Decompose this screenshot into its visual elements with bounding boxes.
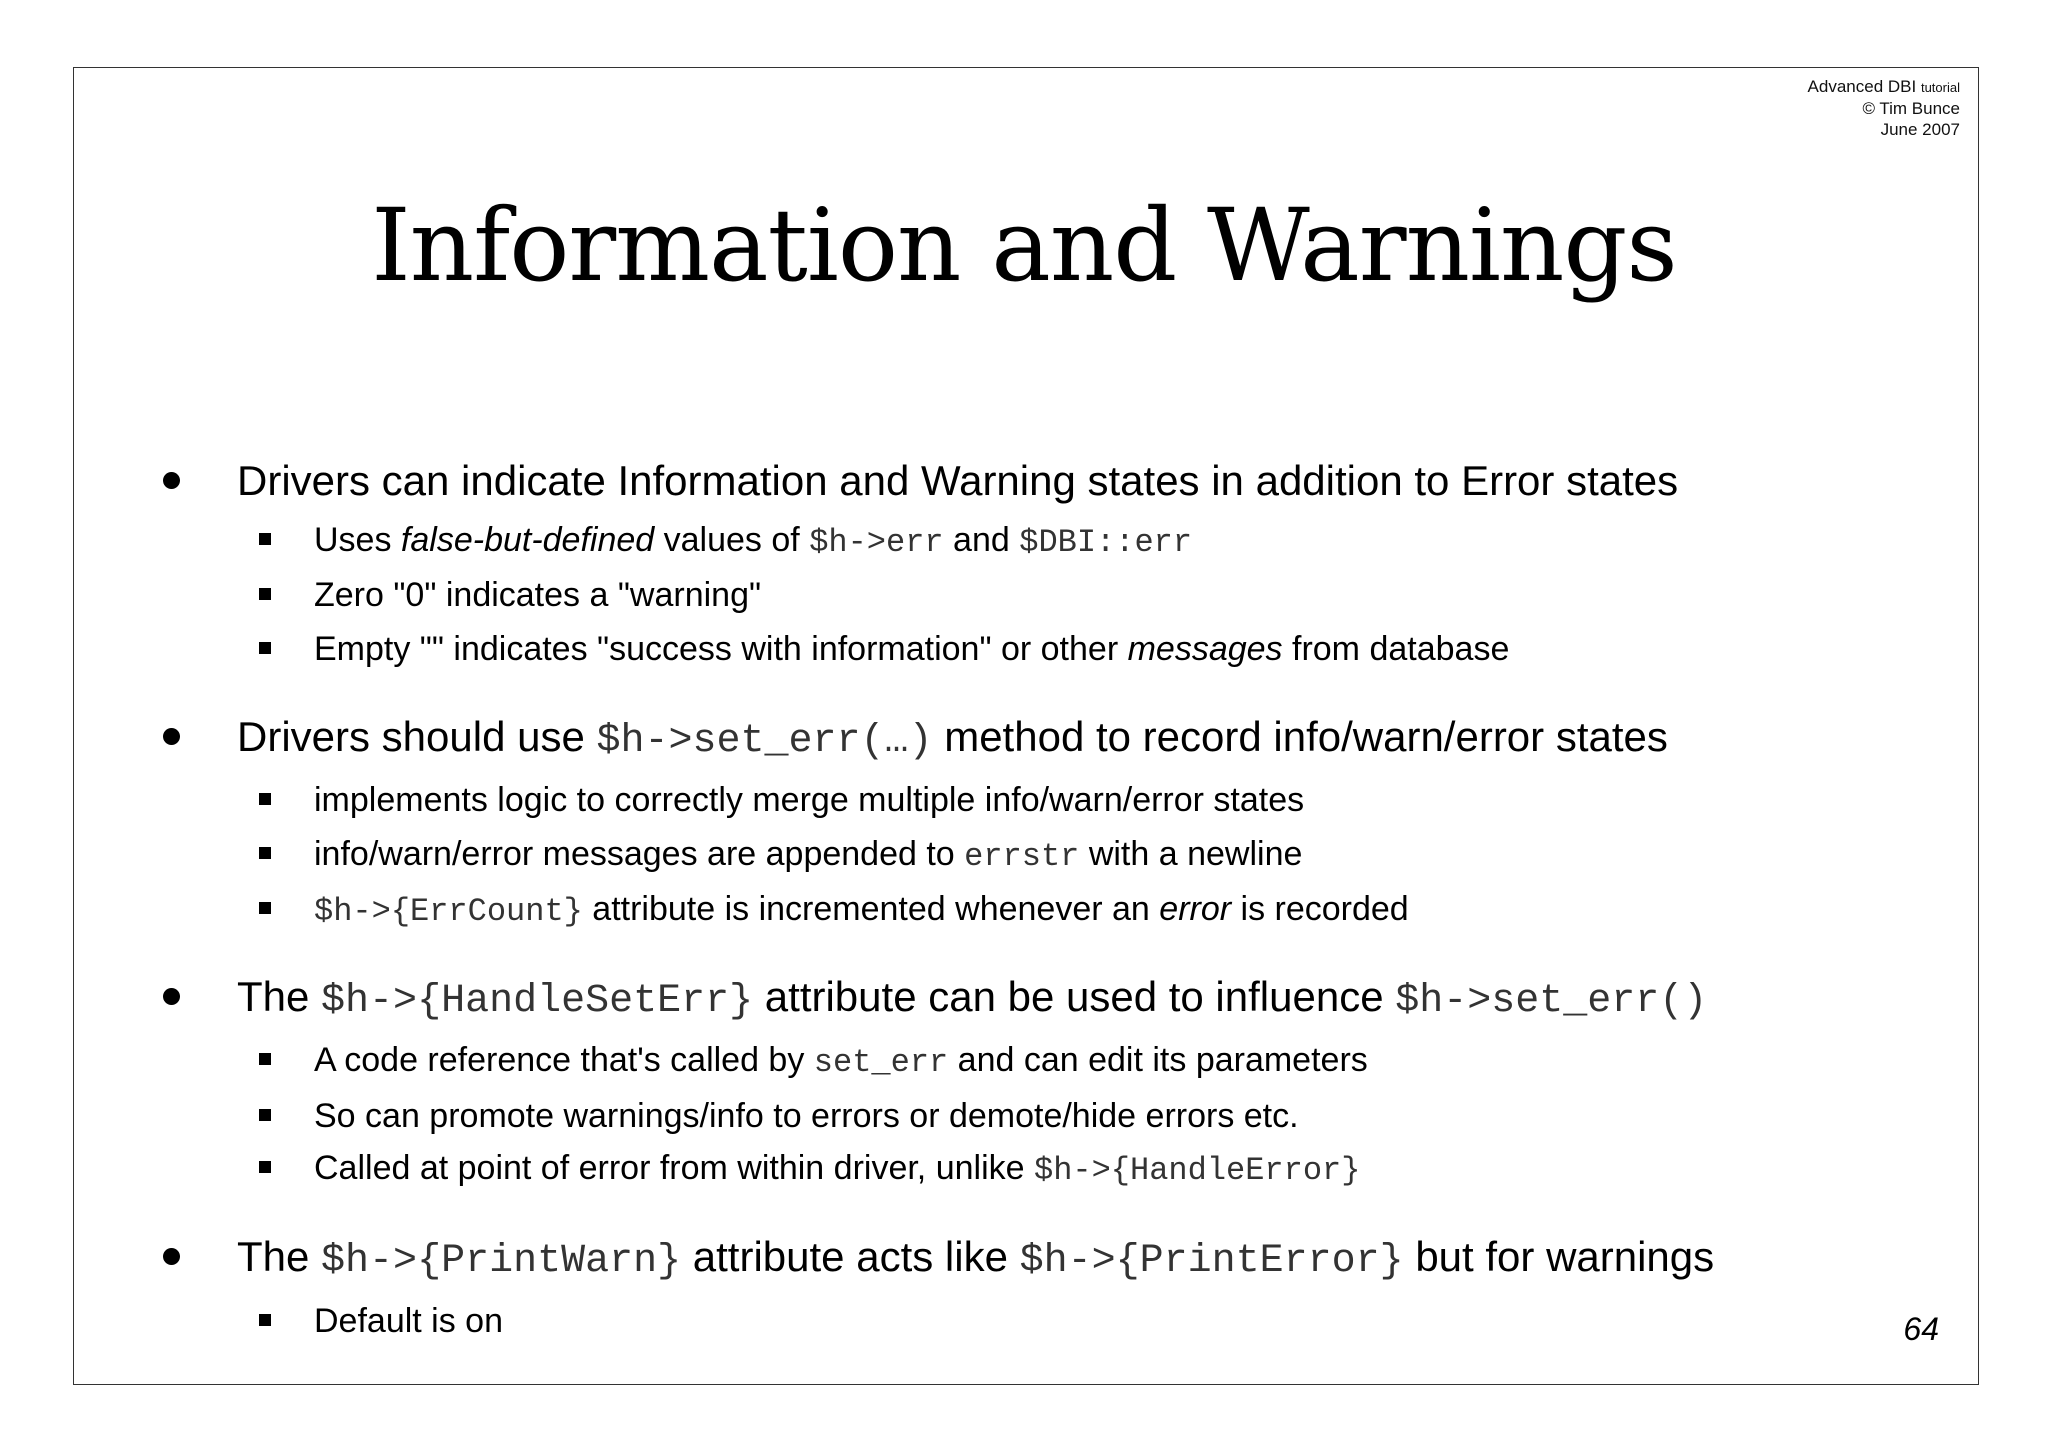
slide-title: Information and Warnings [371,187,1677,304]
bullet-2 [237,713,1668,766]
code-text: $h->set_err() [1395,979,1708,1024]
text: method to record info/warn/error states [932,713,1668,760]
page-number: 64 [1903,1311,1939,1347]
text: attribute acts like [681,1233,1020,1280]
code-text: set_err [813,1044,949,1081]
bullet-3-sub-1 [314,1040,1368,1083]
sub-bullet-square [259,1053,271,1065]
text: is recorded [1231,890,1409,928]
sub-bullet-square [259,533,271,545]
text: attribute can be used to influence [753,973,1396,1020]
text: and can edit its parameters [948,1041,1368,1079]
code-text: $h->{HandleSetErr} [321,979,754,1024]
text: info/warn/error messages are appended to [314,835,965,873]
text: attribute is incremented whenever an [582,890,1160,928]
text: implements logic to correctly merge multiple info/warn/error states [314,781,1305,819]
bullet-dot [163,1248,180,1265]
code-text: $h->{PrintError} [1019,1239,1404,1284]
bullet-dot [163,988,180,1005]
sub-bullet-square [259,793,271,805]
code-text: $h->{PrintWarn} [321,1239,682,1284]
sub-bullet-square [259,1161,271,1173]
text: but for warnings [1403,1233,1715,1280]
sub-bullet-square [259,1109,271,1121]
code-text: $h->set_err(…) [596,719,933,764]
bullet-2-sub-3 [314,889,1409,932]
sub-bullet-square [259,588,271,600]
bullet-2-sub-2 [314,834,1302,877]
bullet-dot [163,472,180,489]
header-line-2: © Tim Bunce [1862,99,1960,118]
bullet-3-sub-2 [314,1096,1299,1136]
code-text: errstr [964,838,1080,875]
sub-bullet-square [259,1314,271,1326]
bullet-1-sub-3 [314,629,1509,669]
text: The [237,973,322,1020]
code-text: $h->{HandleError} [1033,1152,1361,1189]
bullet-2-sub-1 [314,780,1304,820]
bullet-3 [237,973,1707,1026]
text: with a newline [1079,835,1303,873]
bullet-4-sub-1 [314,1301,503,1341]
code-text: $h->{ErrCount} [314,893,583,930]
text: Drivers can indicate Information and Warning states in addition to Error states [237,457,1679,504]
bullet-3-sub-3 [314,1148,1360,1191]
emphasis-text: false-but-defined [400,521,655,559]
header-course-suffix: tutorial [1920,80,1960,95]
text: Called at point of error from within driver, unlike [314,1149,1034,1187]
sub-bullet-square [259,847,271,859]
bullet-1 [237,457,1678,505]
code-text: $h->err [809,524,944,561]
bullet-4 [237,1233,1714,1286]
text: values of [654,521,810,559]
bullet-1-sub-2 [314,575,761,615]
bullet-1-sub-1 [314,520,1192,563]
emphasis-text: messages [1127,630,1283,668]
text: Uses [314,521,401,559]
text: Zero "0" indicates a "warning" [314,576,762,614]
text: So can promote warnings/info to errors or demote/hide errors etc. [314,1097,1299,1135]
text: and [943,521,1020,559]
sub-bullet-square [259,642,271,654]
text: A code reference that's called by [314,1041,814,1079]
header-line-3: June 2007 [1880,120,1960,139]
text: Empty "" indicates "success with information" or other [314,630,1128,668]
text: Default is on [314,1302,503,1340]
header-course: Advanced DBI [1807,77,1917,96]
text: The [237,1233,322,1280]
bullet-dot [163,728,180,745]
emphasis-text: error [1159,890,1232,928]
text: Drivers should use [237,713,597,760]
text: from database [1282,630,1510,668]
sub-bullet-square [259,902,271,914]
code-text: $DBI::err [1019,524,1193,561]
